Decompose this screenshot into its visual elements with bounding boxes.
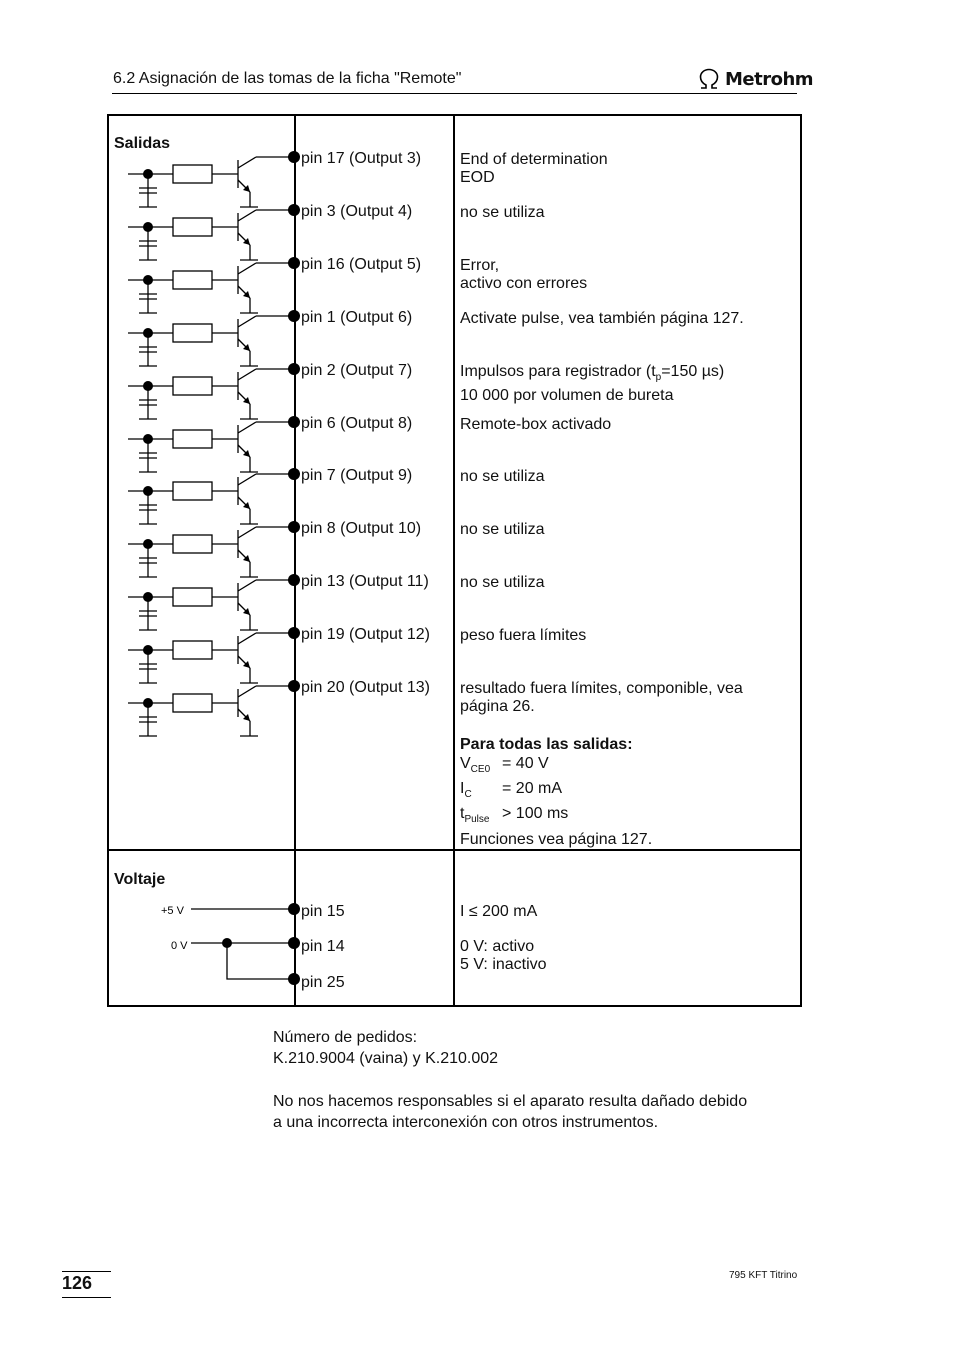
spec-value-group <box>502 804 568 823</box>
footer-rule-top <box>62 1271 111 1272</box>
output-schematic <box>128 151 300 736</box>
all-outputs-block <box>460 735 652 849</box>
desc-line: Error, <box>460 257 500 274</box>
pin-label: pin 19 (Output 12) <box>301 626 430 643</box>
pin-description <box>460 204 545 222</box>
spec-subscript: CE0 <box>470 764 491 776</box>
zero-volt-label: 0 V <box>171 940 188 952</box>
desc-line: activo con errores <box>460 275 588 292</box>
pin-14-desc-line: 5 V: inactivo <box>460 956 547 973</box>
desc-line: no se utiliza <box>460 521 545 538</box>
desc-line: página 26. <box>460 698 535 715</box>
desc-text: =150 µs) <box>661 363 725 380</box>
pin-14-desc-line: 0 V: activo <box>460 938 535 955</box>
spec-subscript: C <box>464 789 472 801</box>
pin-description <box>460 363 724 405</box>
pin-description <box>460 468 545 486</box>
pin-description <box>460 151 608 187</box>
order-label: Número de pedidos: <box>273 1029 418 1046</box>
pin-label: pin 17 (Output 3) <box>301 150 422 167</box>
spec-line <box>460 754 652 779</box>
pin-label: pin 13 (Output 11) <box>301 573 429 590</box>
voltage-schematic <box>161 903 300 985</box>
pin-15-desc: I ≤ 200 mA <box>460 903 538 920</box>
spec-value-group <box>502 754 549 773</box>
pin-label: pin 2 (Output 7) <box>301 362 413 379</box>
pin-label: pin 20 (Output 13) <box>301 679 430 696</box>
plus5-label: +5 V <box>161 905 184 917</box>
pin-label: pin 1 (Output 6) <box>301 309 413 326</box>
pin-description <box>460 310 744 328</box>
desc-line: End of determination <box>460 151 608 168</box>
pin-description <box>460 627 586 645</box>
desc-line: no se utiliza <box>460 204 545 221</box>
desc-subscript: p <box>655 372 662 384</box>
functions-note: Funciones vea página 127. <box>460 830 653 848</box>
pin-label: pin 7 (Output 9) <box>301 467 413 484</box>
pin-label: pin 6 (Output 8) <box>301 415 413 432</box>
pin-description <box>460 521 545 539</box>
pin-label: pin 8 (Output 10) <box>301 520 422 537</box>
desc-line: EOD <box>460 169 495 186</box>
spec-line <box>460 804 652 829</box>
desc-line: Activate pulse, vea también página 127. <box>460 310 744 327</box>
disclaimer <box>273 1091 747 1133</box>
page-number: 126 <box>62 1273 93 1293</box>
desc-line: Remote-box activado <box>460 416 612 433</box>
spec-operator: = <box>502 755 512 772</box>
pin-label: pin 16 (Output 5) <box>301 256 422 273</box>
desc-line: no se utiliza <box>460 574 545 591</box>
order-note <box>273 1027 498 1069</box>
footer-rule <box>62 1297 111 1298</box>
desc-text: Impulsos para registrador (t <box>460 363 656 380</box>
order-value: K.210.9004 (vaina) y K.210.002 <box>273 1050 499 1067</box>
spec-value: 40 V <box>515 755 549 772</box>
spec-line <box>460 779 652 804</box>
desc-line: resultado fuera límites, componible, vea <box>460 680 743 697</box>
pin-25-label: pin 25 <box>301 974 345 991</box>
pin-description <box>460 574 545 592</box>
desc-line: no se utiliza <box>460 468 545 485</box>
pin-description <box>460 416 611 434</box>
spec-value: 20 mA <box>515 780 563 798</box>
spec-operator: = <box>502 780 512 798</box>
pin-description <box>460 680 743 716</box>
disclaimer-line: a una incorrecta interconexión con otros instrumentos. <box>273 1114 659 1131</box>
voltage-label: Voltaje <box>114 871 166 888</box>
spec-symbol: I <box>460 780 465 798</box>
pin-14-label: pin 14 <box>301 938 345 955</box>
pin-label: pin 3 (Output 4) <box>301 203 413 220</box>
pin-14-desc <box>460 938 547 974</box>
spec-symbol: t <box>460 805 465 823</box>
disclaimer-line: No nos hacemos responsables si el aparato resulta dañado debido <box>273 1093 748 1110</box>
desc-line <box>460 363 724 387</box>
spec-value-group <box>502 779 562 798</box>
product-name: 795 KFT Titrino <box>729 1270 798 1281</box>
pin-15-label: pin 15 <box>301 903 345 920</box>
pin-description <box>460 257 587 293</box>
logo-text: Metrohm <box>725 68 814 90</box>
desc-line: 10 000 por volumen de bureta <box>460 387 674 405</box>
spec-value: 100 ms <box>515 805 569 823</box>
desc-line: peso fuera límites <box>460 627 587 644</box>
outputs-label: Salidas <box>114 135 171 152</box>
all-outputs-title: Para todas las salidas: <box>460 736 633 753</box>
spec-symbol: V <box>460 755 471 772</box>
spec-subscript: Pulse <box>464 814 490 826</box>
section-title: 6.2 Asignación de las tomas de la ficha "Remote" <box>113 70 462 87</box>
spec-operator: > <box>502 805 512 823</box>
